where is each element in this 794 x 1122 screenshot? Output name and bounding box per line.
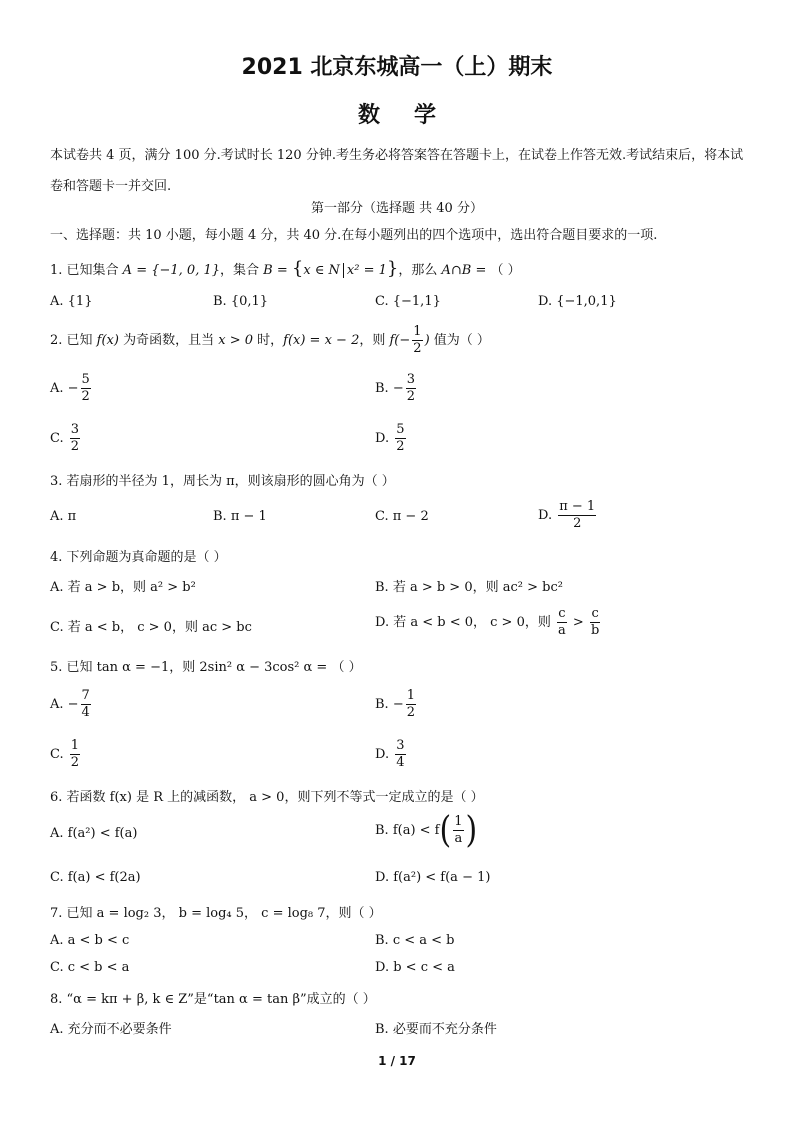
question-8-option-a: A. 充分而不必要条件 (50, 1022, 172, 1037)
section-heading: 一、选择题：共 10 小题，每小题 4 分，共 40 分.在每小题列出的四个选项中，选出符合题目要求的一项. (50, 228, 658, 243)
question-5-stem: 5. 已知 tan α = −1，则 2sin² α − 3cos² α = （ ） (50, 660, 362, 675)
question-4-option-c: C. 若 a < b， c > 0，则 ac > bc (50, 620, 252, 635)
page-number: 1 / 17 (378, 1054, 416, 1068)
question-1-option-a: A. {1} (50, 294, 93, 309)
question-2-option-c: C. $\frac{3}{2}$ (50, 422, 80, 454)
question-7-option-c: C. c < b < a (50, 960, 130, 975)
question-8-option-b: B. 必要而不充分条件 (375, 1022, 497, 1037)
question-8-stem: 8. “α = kπ + β, k ∈ Z”是“tan α = tan β”成立的（ ） (50, 992, 376, 1007)
question-2-stem: 2. 已知 f(x) 为奇函数，且当 x > 0 时，f(x) = x − 2，则 f(− $\frac{1}{2}$ ) 值为（ ） (50, 324, 490, 356)
question-7-option-b: B. c < a < b (375, 933, 455, 948)
question-3-stem: 3. 若扇形的半径为 1，周长为 π，则该扇形的圆心角为（ ） (50, 474, 395, 489)
question-4-stem: 4. 下列命题为真命题的是（ ） (50, 550, 227, 565)
question-5-option-c: C. $\frac{1}{2}$ (50, 738, 80, 770)
subject-title: 数学 (357, 102, 470, 128)
question-4-option-b: B. 若 a > b > 0，则 ac² > bc² (375, 580, 563, 595)
question-5-option-b: B. − $\frac{1}{2}$ (375, 688, 415, 720)
question-6-option-c: C. f(a) < f(2a) (50, 870, 141, 885)
question-6-option-d: D. f(a²) < f(a − 1) (375, 870, 491, 885)
question-2-option-a: A. − $\frac{5}{2}$ (50, 372, 90, 404)
question-1-option-d: D. {−1,0,1} (538, 294, 617, 309)
question-3-option-a: A. π (50, 509, 77, 524)
question-4-option-a: A. 若 a > b，则 a² > b² (50, 580, 196, 595)
question-5-option-a: A. − $\frac{7}{4}$ (50, 688, 90, 720)
question-3-option-c: C. π − 2 (375, 509, 429, 524)
question-1-option-b: B. {0,1} (213, 294, 269, 309)
question-4-option-d: D. 若 a < b < 0， c > 0，则 $\frac{c}{a}$ > $\frac{c}{b}$ (375, 606, 600, 638)
exam-instructions: 本试卷共 4 页，满分 100 分.考试时长 120 分钟.考生务必将答案答在答题卡上，在试卷上作答无效.考试结束后，将本试卷和答题卡一并交回. (50, 148, 744, 194)
question-6-option-b: B. f(a) < f( $\frac{1}{a}$ ) (375, 808, 478, 851)
question-7-option-a: A. a < b < c (50, 933, 130, 948)
question-6-stem: 6. 若函数 f(x) 是 R 上的减函数， a > 0，则下列不等式一定成立的是（ ） (50, 790, 484, 805)
part-heading: 第一部分（选择题 共 40 分） (311, 201, 483, 216)
question-3-option-d: D. $\frac{\pi - 1}{2}$ (538, 499, 596, 531)
question-7-option-d: D. b < c < a (375, 960, 455, 975)
question-2-option-b: B. − $\frac{3}{2}$ (375, 372, 415, 404)
question-5-option-d: D. $\frac{3}{4}$ (375, 738, 405, 770)
question-6-option-a: A. f(a²) < f(a) (50, 826, 138, 841)
question-7-stem: 7. 已知 a = log₂ 3， b = log₄ 5， c = log₈ 7，则（ ） (50, 906, 382, 921)
question-1-stem: 1. 已知集合 A = {−1, 0, 1}，集合 B = {x ∈ N x² = 1}，那么 A∩B = （ ） (50, 258, 521, 279)
question-3-option-b: B. π − 1 (213, 509, 267, 524)
question-1-option-c: C. {−1,1} (375, 294, 441, 309)
question-2-option-d: D. $\frac{5}{2}$ (375, 422, 405, 454)
page-title: 2021 北京东城高一（上）期末 (241, 55, 553, 80)
